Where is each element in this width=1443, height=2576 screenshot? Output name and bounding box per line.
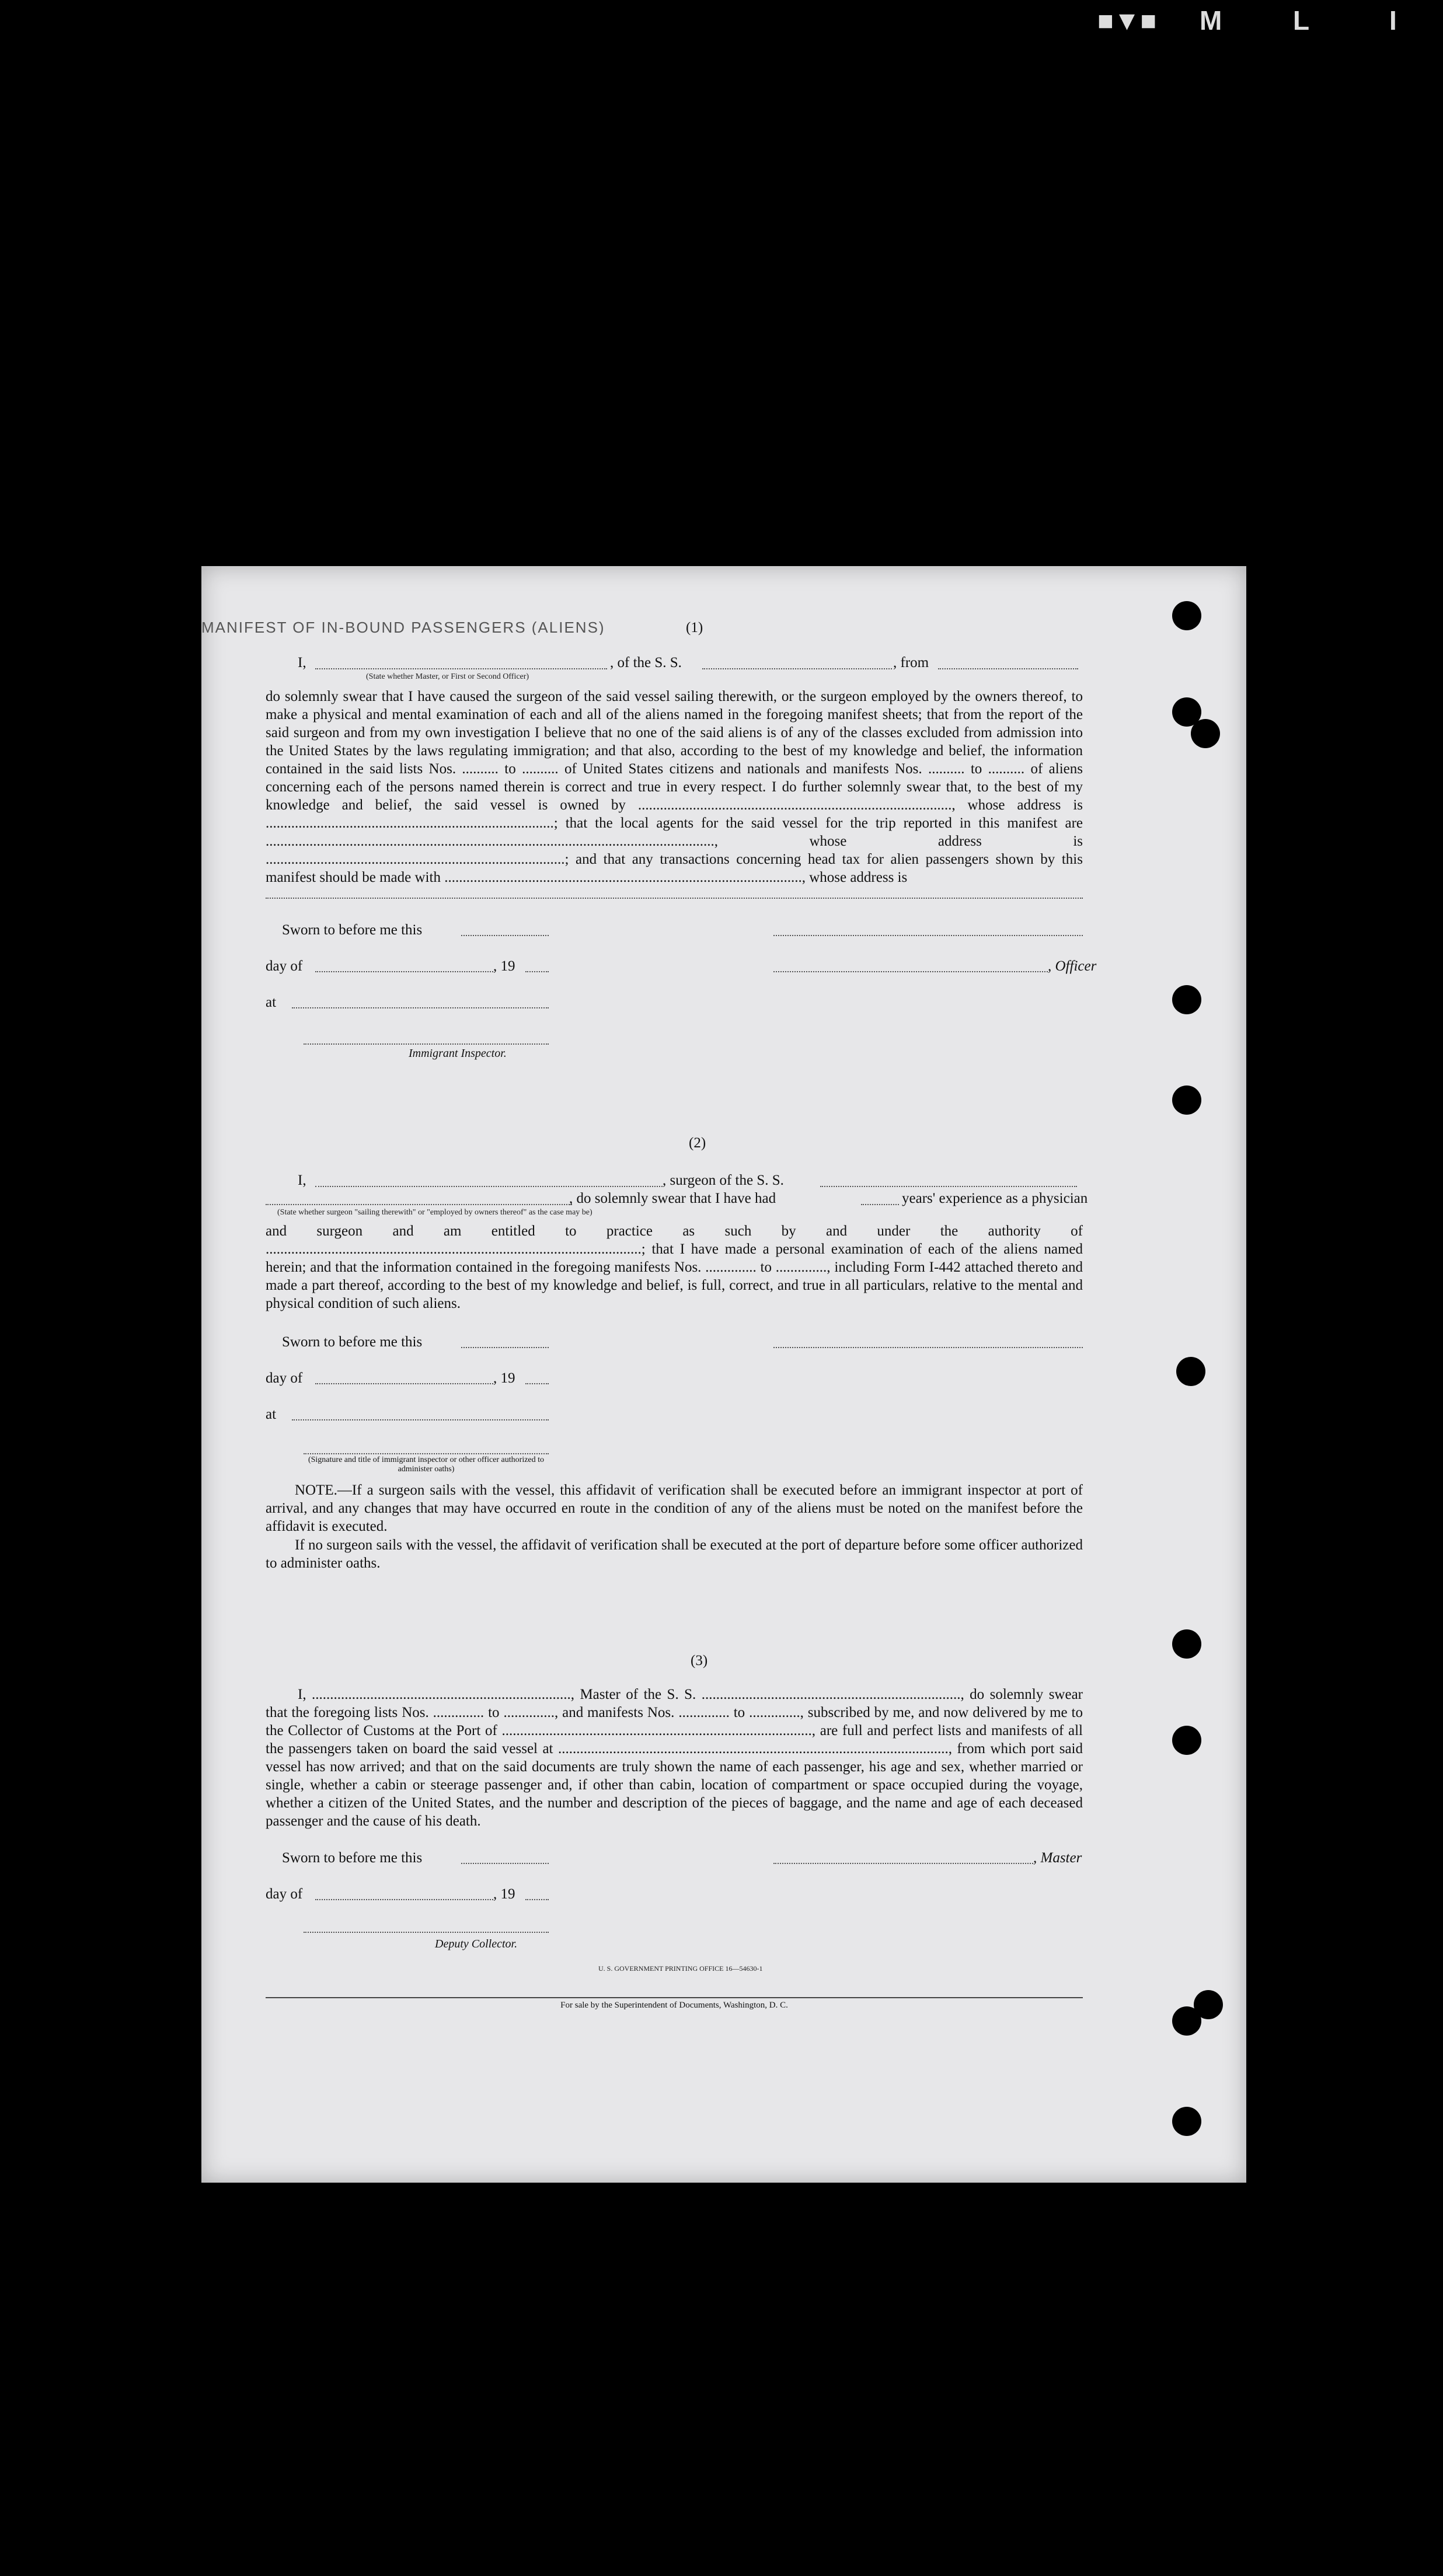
s2-surgeon: , surgeon of the S. S.: [663, 1172, 784, 1188]
punch-hole: [1172, 985, 1201, 1014]
punch-hole: [1172, 2006, 1201, 2036]
s3-collector: Deputy Collector.: [435, 1938, 518, 1950]
s2-year: , 19: [493, 1370, 515, 1386]
fill-line: [702, 668, 892, 669]
s1-sworn: Sworn to before me this: [282, 922, 423, 938]
s3-day: day of: [266, 1886, 303, 1902]
fill-line: [525, 1383, 549, 1384]
s2-body: and surgeon and am entitled to practice as such by and under the authority of .......................................................................................................; that I have made a personal examination of each of the aliens named herein; and that the information contained in the foregoing manifests Nos. .............. to .............., including Form I-442 attached thereto and made a part thereof, according to the best of my knowledge and belief, is full, correct, and true in all particulars, relative to the mental and physical condition of such aliens.: [266, 1223, 1083, 1311]
fill-line: [525, 971, 549, 972]
section-number-3: (3): [691, 1653, 708, 1669]
printing-office: U. S. GOVERNMENT PRINTING OFFICE 16—54630-1: [598, 1964, 763, 1973]
film-mark-4: I: [1389, 5, 1397, 36]
s3-year: , 19: [493, 1886, 515, 1902]
s1-officer: , Officer: [1048, 958, 1097, 974]
punch-hole: [1172, 601, 1201, 630]
s2-sworn: Sworn to before me this: [282, 1334, 423, 1350]
master-line: [773, 1863, 1033, 1864]
s2-years: years' experience as a physician: [902, 1191, 1088, 1206]
film-marks: [1097, 5, 1424, 40]
s3-body: I, ......................................................................., Master of the S. S. ......................................................................., do solemnly swear that the foregoing lists Nos. .............. to .............., and manifests Nos. .............. to .............., subscribed by me, and now delivered by me to the Collector of Customs at the Port of ....................................................................................., are full and perfect lists and manifests of all the passengers taken on board the said vessel at ..........................................................................................................., from which port said vessel has now arrived; and that on the said documents are truly shown the name of each passenger, his age and sex, whether married or single, whether a cabin or steerage passenger and, if other than cabin, location of compartment or space occupied during the voyage, whether a citizen of the United States, and the number and description of the pieces of baggage, and the name and age of each deceased passenger and the cause of his death.: [266, 1687, 1083, 1829]
fill-line: [938, 668, 1078, 669]
s3-sworn: Sworn to before me this: [282, 1850, 423, 1866]
s1-at: at: [266, 994, 277, 1010]
s2-sig-caption: (Signature and title of immigrant inspector or other officer authorized to administer oaths): [308, 1455, 545, 1474]
punch-hole: [1172, 2107, 1201, 2136]
s1-body: do solemnly swear that I have caused the surgeon of the said vessel sailing therewith, or the surgeon employed by the owners thereof, to make a physical and mental examination of each and all of the aliens named in the foregoing manifest sheets; that from the report of the said surgeon and from my own investigation I believe that no one of the said aliens is of any of the classes excluded from admission into the United States by the laws regulating immigration; and that also, according to the best of my knowledge and belief, the information contained in the said lists Nos. .......... to .......... of United States citizens and nationals and manifests Nos. .......... to .......... of aliens concerning each of the persons named therein is correct and true in every respect. I do further solemnly swear that, to the best of my knowledge and belief, the said vessel is owned by ......................................................................................, whose address is ...............................................................................; that the local agents for the said vessel for the trip reported in this manifest are ..........................................................................................................................., whose address is ..................................................................................; and that any transactions concerning head tax for alien passengers shown by this manifest should be made with .................................................................................................., whose address is: [266, 689, 1083, 885]
s1-from: , from: [893, 655, 929, 671]
manifest-page: [201, 566, 1246, 2183]
fill-line: [292, 1419, 549, 1420]
section-number-1: (1): [686, 620, 703, 636]
s2-at: at: [266, 1406, 277, 1422]
fill-line: [315, 1899, 493, 1900]
punch-hole: [1172, 1726, 1201, 1755]
officer-line: [773, 971, 1048, 972]
s1-inspector: Immigrant Inspector.: [409, 1047, 507, 1060]
footer-text: For sale by the Superintendent of Documents, Washington, D. C.: [560, 2001, 788, 2010]
fill-line: [315, 668, 607, 669]
s2-caption: (State whether surgeon "sailing therewith" or "employed by owners thereof" as the case may be): [277, 1208, 592, 1217]
signature-line: [773, 1347, 1083, 1348]
fill-line: [461, 935, 549, 936]
film-mark-3: L: [1293, 5, 1310, 36]
s2-note1: NOTE.—If a surgeon sails with the vessel, this affidavit of verification shall be executed before an immigrant inspector at port of arrival, and any changes that may have occurred en route in the condition of any of the aliens must be noted on the manifest before the affidavit is executed.: [266, 1482, 1083, 1534]
s2-note2: If no surgeon sails with the vessel, the affidavit of verification shall be executed at the port of departure before some officer authorized to administer oaths.: [266, 1537, 1083, 1571]
fill-line: [461, 1863, 549, 1864]
punch-hole: [1172, 1629, 1201, 1659]
s3-master: , Master: [1033, 1850, 1082, 1866]
punch-hole: [1191, 719, 1220, 748]
s1-of-ss: , of the S. S.: [610, 655, 682, 671]
punch-hole: [1176, 1357, 1205, 1386]
fill-line: [820, 1186, 1077, 1187]
fill-line: [315, 1383, 493, 1384]
fill-line: [315, 971, 493, 972]
separator-line: [266, 898, 1083, 899]
faint-header: MANIFEST OF IN-BOUND PASSENGERS (ALIENS): [201, 619, 605, 635]
signature-line: [304, 1453, 549, 1454]
punch-hole: [1172, 1085, 1201, 1115]
s1-year: , 19: [493, 958, 515, 974]
fill-line: [861, 1204, 899, 1205]
s1-caption: (State whether Master, or First or Second Officer): [366, 672, 529, 681]
fill-line: [266, 1204, 572, 1205]
film-mark-2: M: [1200, 5, 1222, 36]
film-mark-1: ■▼■: [1097, 5, 1157, 36]
signature-line: [773, 935, 1083, 936]
fill-line: [315, 1186, 663, 1187]
s1-I: I,: [298, 655, 306, 671]
section-number-2: (2): [689, 1135, 706, 1151]
fill-line: [292, 1007, 549, 1008]
s1-day: day of: [266, 958, 303, 974]
s2-day: day of: [266, 1370, 303, 1386]
fill-line: [461, 1347, 549, 1348]
fill-line: [525, 1899, 549, 1900]
footer-rule: [266, 1997, 1083, 1998]
collector-line: [304, 1932, 549, 1933]
s2-swear: , do solemnly swear that I have had: [569, 1191, 776, 1206]
s2-I: I,: [298, 1172, 306, 1188]
